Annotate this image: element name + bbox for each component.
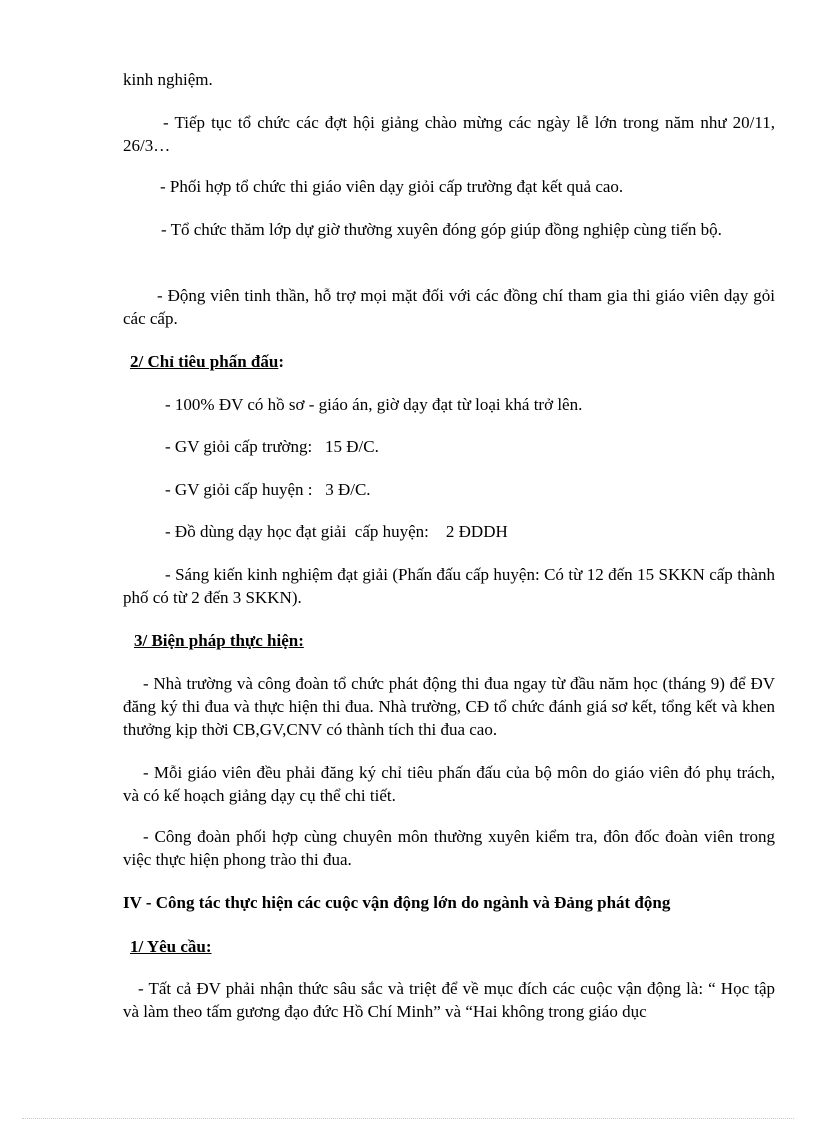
list-item: - Đồ dùng dạy học đạt giải cấp huyện: 2 ĐDDH xyxy=(165,522,508,541)
paragraph-text: - Tất cả ĐV phải nhận thức sâu sắc và triệt để về mục đích các cuộc vận động là: “ Học tập và làm theo tấm gương đạo đức Hồ Chí Minh” và “Hai không trong giáo dục xyxy=(123,979,775,1021)
section-heading xyxy=(130,350,284,373)
list-item: - GV giỏi cấp huyện : 3 Đ/C. xyxy=(165,480,371,499)
paragraph-text: - Nhà trường và công đoàn tổ chức phát động thi đua ngay từ đầu năm học (tháng 9) để ĐV đăng ký thi đua và thực hiện thi đua. Nhà trường, CĐ tổ chức đánh giá sơ kết, tổng kết và khen thưởng kịp thời CB,GV,CNV có thành tích thi đua cao. xyxy=(123,674,775,739)
list-item: - GV giỏi cấp trường: 15 Đ/C. xyxy=(165,437,379,456)
paragraph-text: - Động viên tinh thần, hỗ trợ mọi mặt đối với các đồng chí tham gia thi giáo viên dạy gỏi các cấp. xyxy=(123,286,775,328)
section-heading-text: 2/ Chỉ tiêu phấn đấu xyxy=(130,352,279,371)
paragraph-text: - Phối hợp tổ chức thi giáo viên dạy giỏi cấp trường đạt kết quả cao. xyxy=(160,177,624,196)
section-heading: 3/ Biện pháp thực hiện: xyxy=(134,631,304,650)
paragraph-text: - Tổ chức thăm lớp dự giờ thường xuyên đóng góp giúp đồng nghiệp cùng tiến bộ. xyxy=(161,220,722,239)
chapter-heading: IV - Công tác thực hiện các cuộc vận động lớn do ngành và Đảng phát động xyxy=(123,893,671,912)
paragraph-text: - Mỗi giáo viên đều phải đăng ký chỉ tiêu phấn đấu của bộ môn do giáo viên đó phụ trách, và có kế hoạch giảng dạy cụ thể chi tiết. xyxy=(123,763,775,805)
paragraph-text: - Tiếp tục tổ chức các đợt hội giảng chào mừng các ngày lễ lớn trong năm như 20/11, 26/3… xyxy=(123,113,775,155)
paragraph-text: - Công đoàn phối hợp cùng chuyên môn thường xuyên kiểm tra, đôn đốc đoàn viên trong việc thực hiện phong trào thi đua. xyxy=(123,827,775,869)
paragraph-text: kinh nghiệm. xyxy=(123,70,213,89)
section-heading: 1/ Yêu cầu: xyxy=(130,937,212,956)
list-item: - 100% ĐV có hồ sơ - giáo án, giờ dạy đạt từ loại khá trở lên. xyxy=(165,395,583,414)
page-footer-divider xyxy=(22,1118,794,1119)
list-item: - Sáng kiến kinh nghiệm đạt giải (Phấn đấu cấp huyện: Có từ 12 đến 15 SKKN cấp thành phố có từ 2 đến 3 SKKN). xyxy=(123,565,775,607)
heading-colon: : xyxy=(278,352,285,371)
